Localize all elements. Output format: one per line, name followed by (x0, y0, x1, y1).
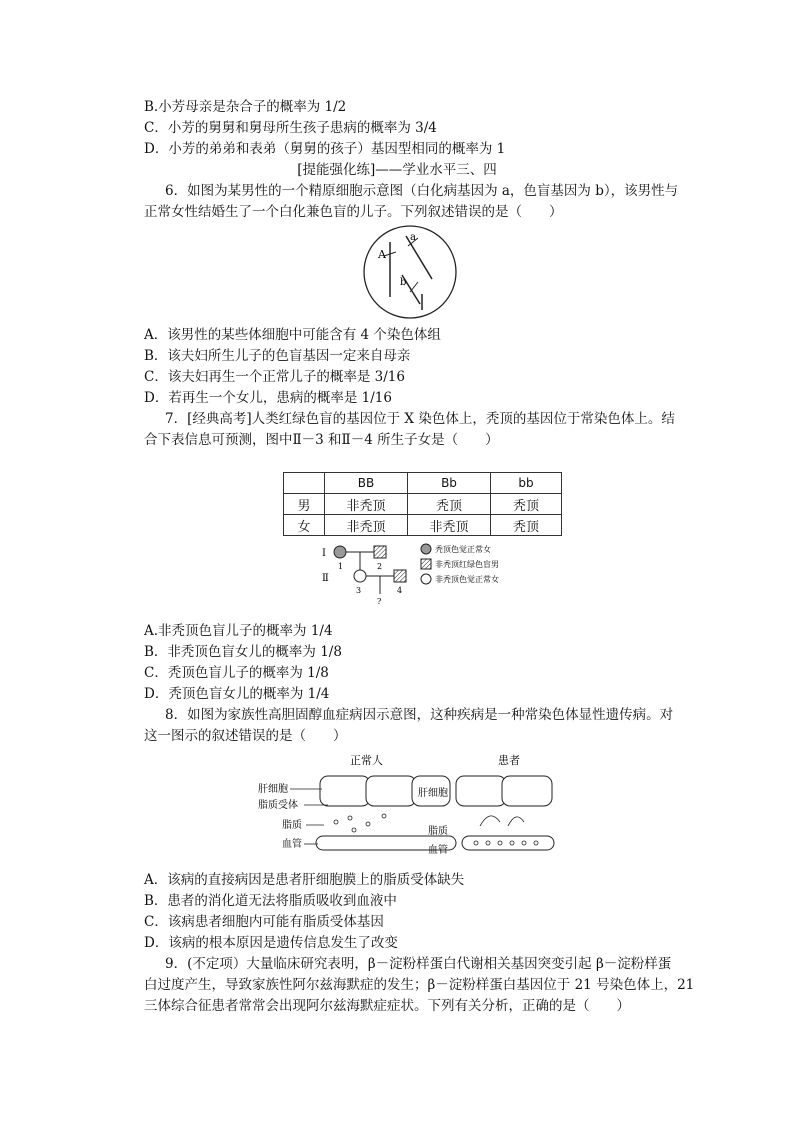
q9-stem-line1: 9．(不定项）大量临床研究表明，β－淀粉样蛋白代谢相关基因突变引起 β－淀粉样蛋 (165, 956, 672, 972)
label-b: b (400, 277, 407, 288)
q6-option-b: B．该夫妇所生儿子的色盲基因一定来自母亲 (144, 348, 411, 364)
individual-number: 1 (338, 562, 344, 571)
legend-label: 非秃顶红绿色盲男 (435, 560, 499, 569)
q7-option-b: B．非秃顶色盲女儿的概率为 1/8 (144, 644, 342, 660)
arrow-return (508, 817, 524, 826)
q7-stem-line2: 合下表信息可预测，图中Ⅱ－3 和Ⅱ－4 所生子女是（ ） (144, 432, 499, 448)
label-vessel-patient: 血管 (428, 845, 448, 856)
q6-option-a: A．该男性的某些体细胞中可能含有 4 个染色体组 (144, 327, 441, 343)
arrow-return (480, 816, 500, 826)
q5-option-d: D．小芳的弟弟和表弟（舅舅的孩子）基因型相同的概率为 1 (144, 141, 506, 157)
label-a: a (410, 232, 416, 243)
individual-number: 3 (356, 586, 362, 595)
q9-stem-line3: 三体综合征患者常常会出现阿尔兹海默症症状。下列有关分析，正确的是（ ） (144, 998, 630, 1014)
label-liver-normal: 肝细胞 (258, 784, 288, 795)
q8-option-a: A．该病的直接病因是患者肝细胞膜上的脂质受体缺失 (144, 872, 465, 888)
q7-option-a: A.非秃顶色盲儿子的概率为 1/4 (144, 623, 333, 639)
pedigree-chart (318, 540, 518, 608)
q5-option-b: B.小芳母亲是杂合子的概率为 1/2 (144, 99, 347, 115)
label-patient: 患者 (498, 754, 520, 767)
legend-marker (421, 559, 431, 569)
table-cell: 非秃顶 (408, 515, 491, 536)
unknown-offspring: ? (377, 597, 382, 606)
q7-option-c: C．秃顶色盲儿子的概率为 1/8 (144, 665, 329, 681)
table-header-cell: Bb (408, 473, 491, 494)
table-cell: 女 (284, 515, 325, 536)
q8-stem-line2: 这一图示的叙述错误的是（ ） (144, 728, 347, 744)
label-A: A (378, 248, 386, 261)
baldness-genotype-table (283, 472, 562, 536)
legend-marker (421, 574, 431, 584)
legend-label: 非秃顶色觉正常女 (435, 575, 499, 584)
patient-liver-cells (456, 776, 552, 806)
table-cell: 非秃顶 (325, 494, 408, 515)
q8-option-d: D．该病的根本原因是遗传信息发生了改变 (144, 935, 398, 951)
table-cell: 秃顶 (491, 494, 562, 515)
individual-3 (354, 570, 366, 582)
table-header-cell: bb (491, 473, 562, 494)
individual-4 (394, 570, 406, 582)
spermatogonium-figure (360, 222, 460, 322)
individual-number: 2 (377, 562, 383, 571)
q8-stem-line1: 8．如图为家族性高胆固醇血症病因示意图，这种疾病是一种常染色体显性遗传病。对 (165, 707, 674, 723)
label-lipid-patient: 脂质 (428, 826, 448, 837)
generation-label: Ⅰ (322, 548, 326, 559)
q8-option-c: C．该病患者细胞内可能有脂质受体基因 (144, 914, 384, 930)
legend-marker (421, 544, 431, 554)
lipid-particles (334, 814, 386, 832)
q8-option-b: B．患者的消化道无法将脂质吸收到血液中 (144, 893, 397, 909)
table-cell: 秃顶 (491, 515, 562, 536)
label-normal: 正常人 (350, 754, 383, 767)
q6-option-d: D．若再生一个女儿，患病的概率是 1/16 (144, 390, 392, 406)
table-cell: 非秃顶 (325, 515, 408, 536)
label-lipid-normal: 脂质 (282, 820, 302, 831)
label-receptor: 脂质受体 (258, 800, 298, 811)
label-liver-patient: 肝细胞 (418, 788, 448, 799)
label-vessel-normal: 血管 (282, 839, 302, 850)
patient-vessel (462, 836, 554, 850)
generation-label: Ⅱ (322, 573, 329, 584)
q7-option-d: D．秃顶色盲女儿的概率为 1/4 (144, 686, 330, 702)
q6-stem-line1: 6．如图为某男性的一个精原细胞示意图（白化病基因为 a，色盲基因为 b），该男性与 (165, 183, 679, 199)
section-title: [提能强化练]——学业水平三、四 (297, 162, 497, 178)
individual-2 (374, 546, 386, 558)
q6-option-c: C．该夫妇再生一个正常儿子的概率是 3/16 (144, 369, 405, 385)
q9-stem-line2: 白过度产生，导致家族性阿尔兹海默症的发生；β－淀粉样蛋白基因位于 21 号染色体上，21 (144, 977, 695, 993)
q6-stem-line2: 正常女性结婚生了一个白化兼色盲的儿子。下列叙述错误的是（ ） (144, 204, 563, 220)
cholesterol-figure (258, 750, 558, 862)
table-header-cell: BB (325, 473, 408, 494)
legend-label: 秃顶色觉正常女 (435, 545, 491, 554)
q5-option-c: C．小芳的舅舅和舅母所生孩子患病的概率为 3/4 (144, 120, 437, 136)
table-cell: 秃顶 (408, 494, 491, 515)
table-cell: 男 (284, 494, 325, 515)
table-header-cell (284, 473, 325, 494)
individual-number: 4 (397, 586, 403, 595)
individual-1 (334, 546, 346, 558)
q7-stem-line1: 7．[经典高考]人类红绿色盲的基因位于 X 染色体上，秃顶的基因位于常染色体上。结 (165, 411, 675, 427)
